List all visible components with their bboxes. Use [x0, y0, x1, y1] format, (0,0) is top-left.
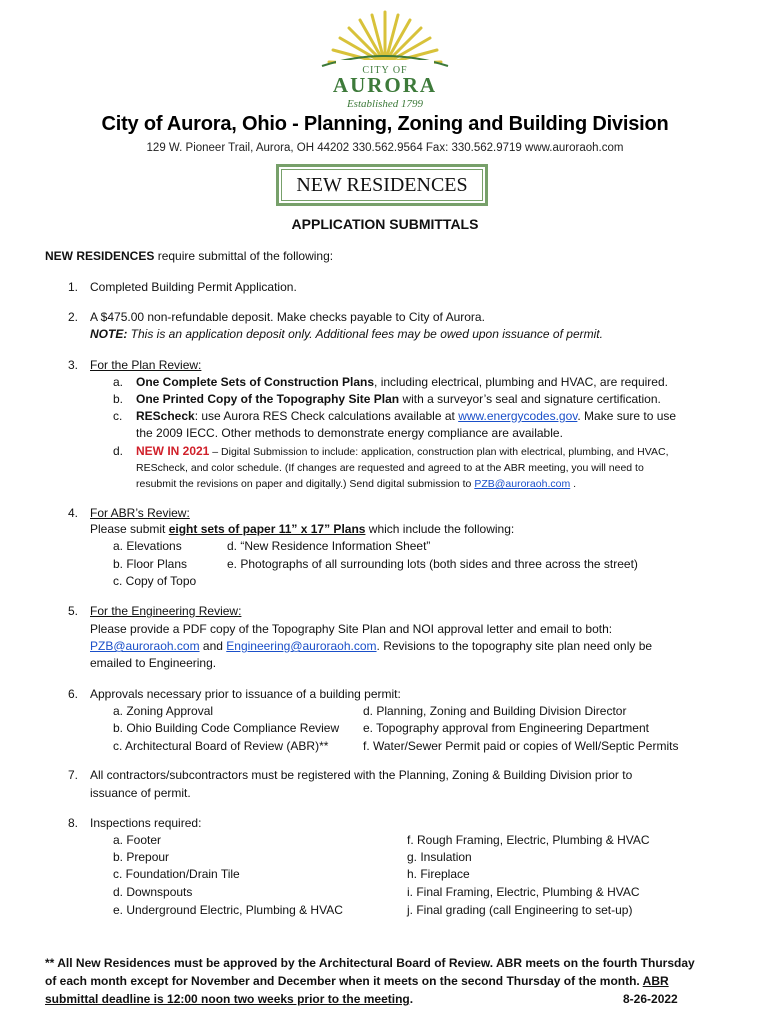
inspection-item: d. Downspouts — [113, 885, 193, 899]
sub-item-text: . — [570, 478, 577, 490]
svg-text:Established 1799: Established 1799 — [346, 98, 424, 110]
sub-item: f. Water/Sewer Permit paid or copies of Well/Septic Permits — [363, 739, 679, 753]
engineering-email-link[interactable]: Engineering@auroraoh.com — [226, 639, 377, 653]
sub-item-text: : use Aurora RES Check calculations available at — [194, 409, 459, 423]
item-number: 3. — [68, 358, 79, 372]
subheading: APPLICATION SUBMITTALS — [291, 216, 479, 232]
sub-item: a. Zoning Approval — [113, 704, 214, 718]
note-text: This is an application deposit only. Additional fees may be owed upon issuance of permit. — [127, 327, 603, 341]
note-label: NOTE: — [90, 327, 128, 341]
footer-text: . — [409, 992, 414, 1006]
city-logo — [300, 6, 470, 112]
sub-item — [136, 408, 676, 424]
sunburst-icon — [300, 6, 470, 112]
inspection-item: a. Footer — [113, 833, 162, 847]
footer-line: ** All New Residences must be approved by the Architectural Board of Review. ABR meets on the fourth Thursday — [45, 956, 695, 970]
sub-letter: c. — [113, 409, 123, 423]
sub-letter: a. — [113, 375, 124, 389]
item-heading: For ABR’s Review: — [90, 506, 190, 520]
sub-item-cont — [136, 476, 576, 492]
item-text: issuance of permit. — [90, 786, 191, 800]
item-number: 4. — [68, 506, 79, 520]
item-heading: For the Engineering Review: — [90, 604, 242, 618]
item-number: 1. — [68, 280, 79, 294]
sub-item: e. Photographs of all surrounding lots (both sides and three across the street) — [227, 557, 638, 571]
item-text: emailed to Engineering. — [90, 656, 217, 670]
item-text-part: and — [199, 639, 227, 653]
sub-item-text: , including electrical, plumbing and HVAC, are required. — [374, 375, 668, 389]
footer-notice — [45, 954, 705, 1008]
footer-text-underlined: submittal deadline is 12:00 noon two weeks prior to the meeting — [45, 992, 410, 1006]
intro-rest: require submittal of the following: — [154, 249, 334, 263]
sub-item: c. Architectural Board of Review (ABR)** — [113, 739, 329, 753]
item-text-emphasis: eight sets of paper 11” x 17” Plans — [168, 522, 366, 536]
sub-item-bold: One Complete Sets of Construction Plans — [136, 375, 375, 389]
sub-item: c. Copy of Topo — [113, 574, 197, 588]
item-number: 8. — [68, 816, 79, 830]
inspection-item: i. Final Framing, Electric, Plumbing & HVAC — [407, 885, 640, 899]
intro-line — [45, 248, 333, 264]
sub-item: e. Topography approval from Engineering Department — [363, 721, 649, 735]
item-text: Please provide a PDF copy of the Topography Site Plan and NOI approval letter and email to both: — [90, 622, 613, 636]
footer-line — [45, 990, 705, 1008]
inspection-item: h. Fireplace — [407, 867, 470, 881]
contact-address: 129 W. Pioneer Trail, Aurora, OH 44202 330.562.9564 Fax: 330.562.9719 www.auroraoh.com — [146, 142, 624, 154]
sub-item-text: resubmit the revisions on paper and digitally.) Send digital submission to — [136, 478, 475, 490]
item-heading: For the Plan Review: — [90, 358, 202, 372]
inspection-item: b. Prepour — [113, 850, 170, 864]
item-heading: Approvals necessary prior to issuance of a building permit: — [90, 687, 401, 701]
pzb-email-link[interactable]: PZB@auroraoh.com — [474, 478, 571, 490]
sub-item: b. Ohio Building Code Compliance Review — [113, 721, 340, 735]
sub-item — [136, 391, 661, 407]
sub-item-cont: REScheck, and color schedule. (If changes are requested and agreed to at the ABR meeting, you will need to — [136, 462, 644, 474]
inspection-item: c. Foundation/Drain Tile — [113, 867, 240, 881]
sub-item-bold: One Printed Copy of the Topography Site Plan — [136, 392, 400, 406]
sub-item: b. Floor Plans — [113, 557, 188, 571]
sub-item: d. Planning, Zoning and Building Division Director — [363, 704, 627, 718]
footer-line — [45, 972, 705, 990]
section-label: NEW RESIDENCES — [281, 169, 483, 201]
item-text: Completed Building Permit Application. — [90, 280, 297, 294]
footer-text-underlined: ABR — [642, 974, 669, 988]
item-number: 2. — [68, 310, 79, 324]
svg-text:CITY OF: CITY OF — [362, 65, 408, 76]
item-number: 7. — [68, 768, 79, 782]
sub-item — [136, 374, 668, 390]
item-text — [90, 638, 652, 654]
item-text-part: which include the following: — [365, 522, 515, 536]
inspection-item: j. Final grading (call Engineering to set-up) — [407, 903, 633, 917]
new-in-2021-badge: NEW IN 2021 — [136, 444, 210, 458]
revision-date: 8-26-2022 — [623, 992, 678, 1006]
energycodes-link[interactable]: www.energycodes.gov — [458, 409, 578, 423]
sub-item: a. Elevations — [113, 539, 182, 553]
sub-item — [136, 443, 668, 460]
sub-item-bold: REScheck — [136, 409, 195, 423]
inspection-item: f. Rough Framing, Electric, Plumbing & HVAC — [407, 833, 650, 847]
item-text: A $475.00 non-refundable deposit. Make checks payable to City of Aurora. — [90, 310, 485, 324]
section-label-box — [276, 164, 488, 206]
item-text-part: Please submit — [90, 522, 169, 536]
inspection-item: g. Insulation — [407, 850, 472, 864]
sub-item-text: . Make sure to use — [577, 409, 677, 423]
sub-item-cont: the 2009 IECC. Other methods to demonstrate energy compliance are available. — [136, 426, 563, 440]
item-note — [90, 326, 603, 342]
inspection-item: e. Underground Electric, Plumbing & HVAC — [113, 903, 343, 917]
item-number: 6. — [68, 687, 79, 701]
sub-letter: d. — [113, 444, 124, 458]
page-title: City of Aurora, Ohio - Planning, Zoning and Building Division — [101, 113, 669, 135]
sub-item-text: with a surveyor’s seal and signature certification. — [399, 392, 661, 406]
pzb-email-link[interactable]: PZB@auroraoh.com — [90, 639, 200, 653]
intro-bold: NEW RESIDENCES — [45, 249, 155, 263]
item-number: 5. — [68, 604, 79, 618]
item-text: All contractors/subcontractors must be registered with the Planning, Zoning & Building Division prior to — [90, 768, 633, 782]
sub-letter: b. — [113, 392, 124, 406]
item-heading: Inspections required: — [90, 816, 202, 830]
item-text — [90, 521, 514, 537]
sub-item: d. “New Residence Information Sheet” — [227, 539, 431, 553]
svg-text:AURORA: AURORA — [332, 73, 438, 97]
sub-item-text: – Digital Submission to include: application, construction plan with electrical, plumbing, and HVAC, — [209, 446, 669, 458]
item-text-part: . Revisions to the topography site plan need only be — [376, 639, 653, 653]
footer-text: of each month except for November and December when it meets on the second Thursday of the month. — [45, 974, 643, 988]
